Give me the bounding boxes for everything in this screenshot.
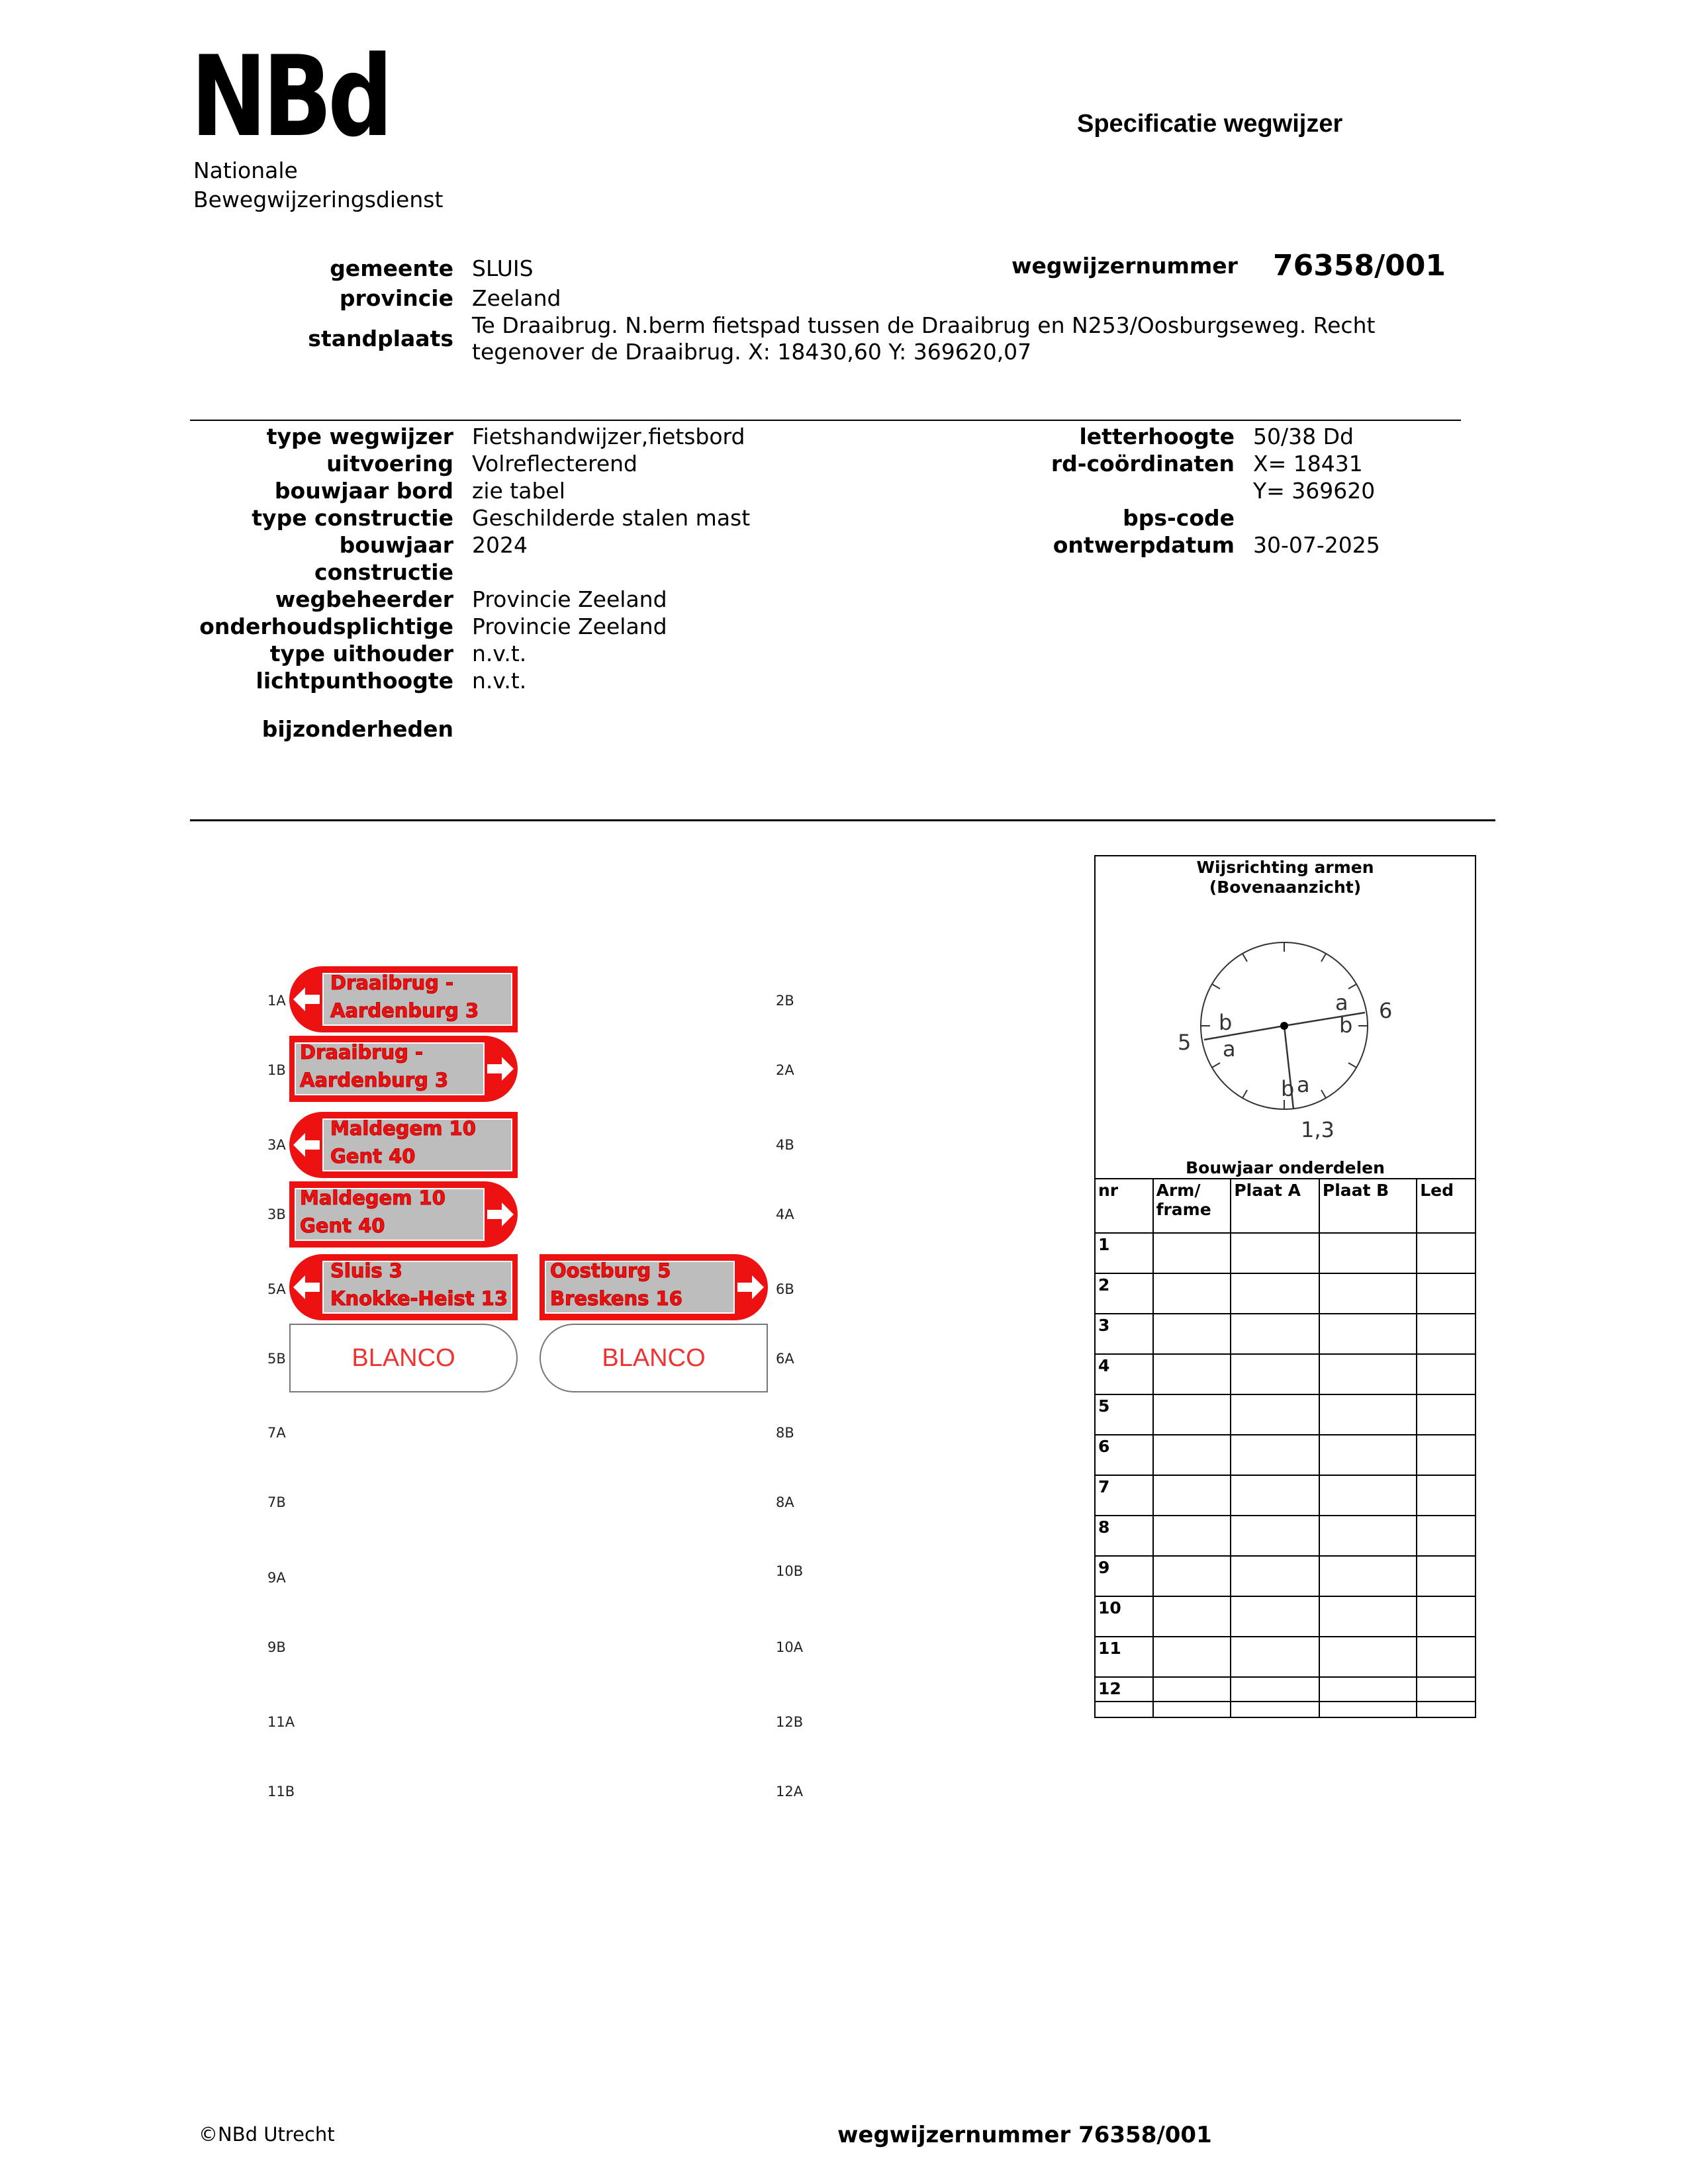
blanco-sign-5b: BLANCO	[289, 1324, 518, 1392]
document-title: Specificatie wegwijzer	[1077, 110, 1343, 138]
slot-label: 2A	[776, 1062, 794, 1078]
parts-cell	[1417, 1394, 1476, 1435]
slot-label: 7B	[267, 1494, 286, 1510]
spec-label: constructie	[314, 559, 453, 585]
spec-value: Provincie Zeeland	[472, 614, 667, 639]
parts-cell	[1231, 1233, 1319, 1273]
wegwijzernummer-value: 76358/001	[1273, 249, 1446, 283]
parts-cell	[1319, 1314, 1417, 1354]
parts-cell	[1231, 1596, 1319, 1637]
provincie-value: Zeeland	[472, 285, 561, 311]
parts-cell	[1417, 1233, 1476, 1273]
spec-right-label: ontwerpdatum	[1053, 532, 1235, 558]
standplaats-line2: tegenover de Draaibrug. X: 18430,60 Y: 369620,07	[472, 339, 1032, 365]
parts-cell	[1231, 1516, 1319, 1556]
parts-cell	[1417, 1435, 1476, 1475]
spec-value: Provincie Zeeland	[472, 586, 667, 612]
compass-tick	[1321, 1090, 1326, 1098]
parts-cell	[1231, 1677, 1319, 1717]
parts-row-number: 5	[1095, 1394, 1153, 1435]
spec-right-label: letterhoogte	[1079, 424, 1235, 449]
parts-body	[1095, 1233, 1476, 1717]
table-row	[1095, 1596, 1476, 1637]
nbd-logo: NBd	[191, 32, 389, 161]
parts-cell	[1153, 1596, 1231, 1637]
arrow-left-icon	[292, 985, 321, 1014]
spec-value: Volreflecterend	[472, 451, 637, 477]
parts-table	[1094, 1178, 1476, 1718]
parts-cell	[1231, 1435, 1319, 1475]
sign-line-1: Maldegem 10	[330, 1117, 476, 1140]
slot-label: 5B	[267, 1351, 286, 1367]
sign-line-2: Gent 40	[330, 1145, 416, 1167]
label-b-5: b	[1219, 1010, 1233, 1035]
divider-bottom	[190, 819, 1495, 821]
blanco-sign-6a: BLANCO	[539, 1324, 768, 1392]
direction-sign	[289, 1181, 518, 1248]
direction-sign	[539, 1254, 768, 1320]
compass-title-line2: (Bovenaanzicht)	[1209, 878, 1362, 897]
compass-tick	[1243, 954, 1247, 962]
parts-cell	[1319, 1637, 1417, 1677]
slot-label: 4B	[776, 1137, 794, 1153]
parts-cell	[1153, 1273, 1231, 1314]
parts-cell	[1231, 1314, 1319, 1354]
compass-title-line1: Wijsrichting armen	[1196, 858, 1374, 877]
parts-row-number: 4	[1095, 1354, 1153, 1394]
slot-label: 11A	[267, 1714, 295, 1730]
spec-label: lichtpunthoogte	[256, 668, 453, 694]
parts-title: Bouwjaar onderdelen	[1186, 1158, 1385, 1177]
parts-cell	[1417, 1314, 1476, 1354]
slot-label: 10A	[776, 1639, 804, 1655]
spec-value: Fietshandwijzer,fietsbord	[472, 424, 745, 449]
compass-tick	[1212, 984, 1220, 989]
parts-header-cell: Plaat B	[1319, 1179, 1417, 1233]
label-1-3: 1,3	[1301, 1117, 1335, 1142]
slot-label: 5A	[267, 1281, 286, 1297]
spec-value: n.v.t.	[472, 641, 527, 666]
parts-cell	[1417, 1475, 1476, 1516]
table-row	[1095, 1475, 1476, 1516]
sign-line-1: Draaibrug -	[330, 972, 454, 994]
spec-label: type uithouder	[269, 641, 453, 666]
table-row	[1095, 1677, 1476, 1717]
slot-label: 9B	[267, 1639, 286, 1655]
spec-right-value: Y= 369620	[1253, 478, 1376, 504]
footer-number: wegwijzernummer 76358/001	[837, 2122, 1212, 2148]
logo-subtitle-line1: Nationale	[193, 158, 298, 183]
parts-row-number: 10	[1095, 1596, 1153, 1637]
wegwijzernummer-label: wegwijzernummer	[1011, 253, 1238, 279]
slot-label: 8A	[776, 1494, 794, 1510]
parts-cell	[1231, 1556, 1319, 1596]
spec-label: onderhoudsplichtige	[199, 614, 453, 639]
slot-label: 10B	[776, 1563, 804, 1579]
parts-cell	[1153, 1233, 1231, 1273]
parts-cell	[1319, 1516, 1417, 1556]
table-row	[1095, 1556, 1476, 1596]
table-row	[1095, 1354, 1476, 1394]
arm-line-6	[1284, 1013, 1365, 1026]
sign-line-1: Maldegem 10	[300, 1187, 445, 1209]
slot-label: 3B	[267, 1206, 286, 1222]
spec-label: type constructie	[252, 505, 453, 531]
arrow-right-icon	[486, 1200, 515, 1229]
parts-cell	[1319, 1273, 1417, 1314]
arm-line-5	[1204, 1026, 1284, 1040]
parts-header-cell: Plaat A	[1231, 1179, 1319, 1233]
slot-label: 2B	[776, 993, 794, 1009]
label-6: 6	[1379, 998, 1393, 1023]
spec-value: n.v.t.	[472, 668, 527, 694]
parts-cell	[1231, 1273, 1319, 1314]
provincie-label: provincie	[339, 285, 453, 311]
parts-cell	[1153, 1394, 1231, 1435]
slot-label: 6B	[776, 1281, 794, 1297]
spec-value: 2024	[472, 532, 528, 558]
spec-right-label: bps-code	[1123, 505, 1235, 531]
slot-label: 3A	[267, 1137, 286, 1153]
parts-cell	[1319, 1596, 1417, 1637]
parts-cell	[1153, 1637, 1231, 1677]
parts-cell	[1417, 1516, 1476, 1556]
parts-row-number: 12	[1095, 1677, 1153, 1717]
parts-cell	[1417, 1556, 1476, 1596]
slot-label: 12B	[776, 1714, 804, 1730]
parts-cell	[1319, 1556, 1417, 1596]
parts-cell	[1153, 1354, 1231, 1394]
label-a-6: a	[1335, 990, 1348, 1015]
slot-label: 12A	[776, 1784, 804, 1799]
sign-line-2: Gent 40	[300, 1214, 385, 1237]
parts-cell	[1153, 1314, 1231, 1354]
parts-cell	[1153, 1435, 1231, 1475]
parts-cell	[1153, 1677, 1231, 1717]
arrow-left-icon	[292, 1130, 321, 1160]
spec-right-value: X= 18431	[1253, 451, 1363, 477]
direction-sign	[289, 1254, 518, 1320]
standplaats-label: standplaats	[308, 326, 453, 351]
sign-line-2: Aardenburg 3	[330, 999, 479, 1022]
parts-cell	[1417, 1596, 1476, 1637]
compass-diagram	[1094, 907, 1476, 1152]
parts-cell	[1319, 1677, 1417, 1717]
parts-header-cell: Led	[1417, 1179, 1476, 1233]
parts-cell	[1153, 1475, 1231, 1516]
slot-label: 9A	[267, 1570, 286, 1586]
table-row	[1095, 1516, 1476, 1556]
table-row	[1095, 1637, 1476, 1677]
compass-tick	[1348, 1063, 1356, 1068]
parts-cell	[1417, 1354, 1476, 1394]
parts-cell	[1417, 1637, 1476, 1677]
bijzonderheden-label: bijzonderheden	[261, 716, 453, 742]
parts-cell	[1231, 1394, 1319, 1435]
spec-value: zie tabel	[472, 478, 565, 504]
sign-line-2: Knokke-Heist 13	[330, 1287, 508, 1310]
spec-value: Geschilderde stalen mast	[472, 505, 751, 531]
sign-line-1: Oostburg 5	[550, 1259, 671, 1282]
sign-line-2: Aardenburg 3	[300, 1069, 449, 1091]
direction-sign	[289, 966, 518, 1032]
parts-header-cell: Arm/ frame	[1153, 1179, 1231, 1233]
parts-row-number: 1	[1095, 1233, 1153, 1273]
spec-label: bouwjaar bord	[274, 478, 453, 504]
arrow-right-icon	[486, 1054, 515, 1083]
arrow-left-icon	[292, 1273, 321, 1302]
sign-line-2: Breskens 16	[550, 1287, 682, 1310]
parts-row-number: 9	[1095, 1556, 1153, 1596]
slot-label: 7A	[267, 1425, 286, 1441]
logo-subtitle-line2: Bewegwijzeringsdienst	[193, 187, 444, 212]
table-row	[1095, 1394, 1476, 1435]
label-a-5: a	[1223, 1036, 1236, 1062]
footer-copyright: ©NBd Utrecht	[199, 2123, 335, 2146]
spec-right-value: 30-07-2025	[1253, 532, 1380, 558]
parts-row-number: 3	[1095, 1314, 1153, 1354]
table-row	[1095, 1273, 1476, 1314]
arrow-right-icon	[736, 1273, 765, 1302]
parts-cell	[1319, 1435, 1417, 1475]
parts-row-number: 8	[1095, 1516, 1153, 1556]
compass-tick	[1348, 984, 1356, 989]
slot-label: 8B	[776, 1425, 794, 1441]
parts-row-number: 11	[1095, 1637, 1153, 1677]
parts-cell	[1231, 1475, 1319, 1516]
sign-line-1: Sluis 3	[330, 1259, 402, 1282]
compass-center	[1280, 1022, 1288, 1030]
spec-right-value: 50/38 Dd	[1253, 424, 1354, 449]
parts-cell	[1153, 1556, 1231, 1596]
gemeente-label: gemeente	[330, 255, 453, 281]
compass-tick	[1243, 1090, 1247, 1098]
direction-sign	[289, 1112, 518, 1178]
parts-cell	[1231, 1637, 1319, 1677]
spec-label: bouwjaar	[339, 532, 453, 558]
parts-header-cell: nr	[1095, 1179, 1153, 1233]
parts-cell	[1417, 1273, 1476, 1314]
parts-row-number: 2	[1095, 1273, 1153, 1314]
slot-label: 4A	[776, 1206, 794, 1222]
standplaats-line1: Te Draaibrug. N.berm fietspad tussen de Draaibrug en N253/Oosburgseweg. Recht	[472, 312, 1376, 338]
label-5: 5	[1178, 1030, 1192, 1055]
slot-label: 11B	[267, 1784, 295, 1799]
parts-cell	[1319, 1394, 1417, 1435]
compass-tick	[1212, 1063, 1220, 1068]
label-a-13: a	[1297, 1072, 1310, 1097]
parts-header-row	[1095, 1179, 1476, 1233]
parts-cell	[1319, 1354, 1417, 1394]
parts-row-number: 7	[1095, 1475, 1153, 1516]
table-row	[1095, 1233, 1476, 1273]
gemeente-value: SLUIS	[472, 255, 534, 281]
slot-label: 1B	[267, 1062, 286, 1078]
spec-label: uitvoering	[326, 451, 453, 477]
direction-sign	[289, 1036, 518, 1102]
divider-top	[190, 420, 1461, 421]
parts-cell	[1417, 1677, 1476, 1717]
parts-row-number: 6	[1095, 1435, 1153, 1475]
slot-label: 6A	[776, 1351, 794, 1367]
spec-label: wegbeheerder	[275, 586, 453, 612]
label-b-13: b	[1281, 1076, 1295, 1101]
spec-label: type wegwijzer	[266, 424, 453, 449]
spec-right-label: rd-coördinaten	[1051, 451, 1235, 477]
compass-tick	[1321, 954, 1326, 962]
parts-cell	[1231, 1354, 1319, 1394]
parts-cell	[1319, 1475, 1417, 1516]
table-row	[1095, 1314, 1476, 1354]
label-b-6: b	[1339, 1013, 1353, 1038]
parts-cell	[1319, 1233, 1417, 1273]
sign-line-1: Draaibrug -	[300, 1041, 424, 1064]
slot-label: 1A	[267, 993, 286, 1009]
parts-cell	[1153, 1516, 1231, 1556]
table-row	[1095, 1435, 1476, 1475]
